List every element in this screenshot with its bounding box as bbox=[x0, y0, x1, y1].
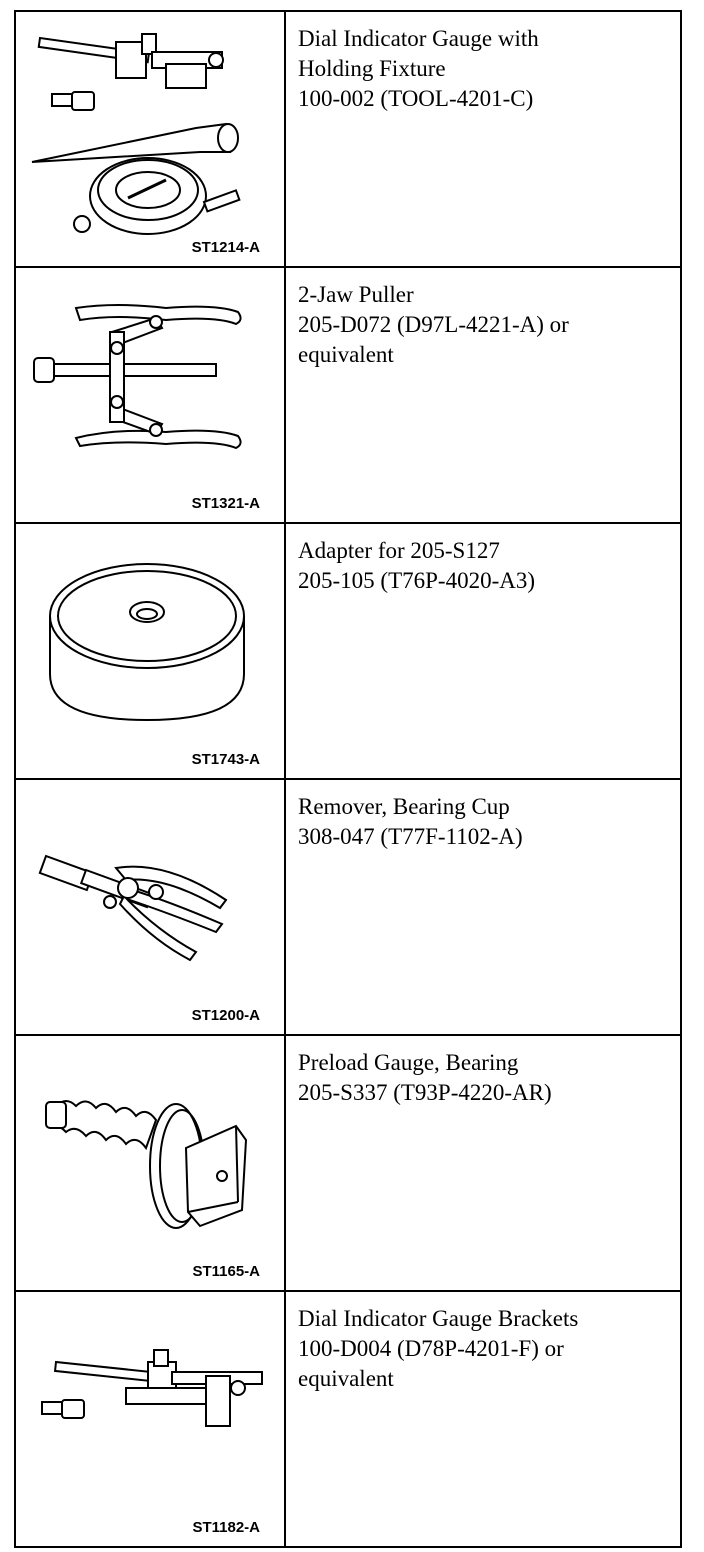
tool-name: Holding Fixture bbox=[298, 56, 446, 81]
tool-number: 205-D072 (D97L-4221-A) or bbox=[298, 312, 569, 337]
bearing-cup-remover-icon bbox=[16, 780, 284, 1032]
table-row bbox=[15, 267, 681, 523]
figure-label: ST1321-A bbox=[191, 495, 260, 512]
figure-label: ST1214-A bbox=[191, 239, 260, 256]
tool-description-cell bbox=[285, 779, 681, 1035]
tool-name: Dial Indicator Gauge Brackets bbox=[298, 1306, 579, 1331]
table-row bbox=[15, 11, 681, 267]
bearing-preload-gauge-icon bbox=[16, 1036, 284, 1288]
figure-label: ST1165-A bbox=[192, 1263, 260, 1280]
tool-name: 2-Jaw Puller bbox=[298, 282, 414, 307]
dial-indicator-brackets-icon bbox=[16, 1292, 284, 1544]
tool-number: 100-002 (TOOL-4201-C) bbox=[298, 86, 534, 111]
figure-label: ST1200-A bbox=[191, 1007, 260, 1024]
table-row bbox=[15, 1291, 681, 1547]
tool-illustration-cell bbox=[15, 11, 285, 267]
tool-note: equivalent bbox=[298, 1366, 394, 1391]
tool-illustration-cell bbox=[15, 779, 285, 1035]
tool-description-cell bbox=[285, 267, 681, 523]
dial-indicator-with-fixture-icon bbox=[16, 12, 284, 264]
tool-illustration-cell bbox=[15, 523, 285, 779]
tool-number: 308-047 (T77F-1102-A) bbox=[298, 824, 523, 849]
tool-description-cell bbox=[285, 11, 681, 267]
figure-label: ST1743-A bbox=[191, 751, 260, 768]
tool-number: 205-105 (T76P-4020-A3) bbox=[298, 568, 535, 593]
tool-description-cell bbox=[285, 1291, 681, 1547]
tool-illustration-cell bbox=[15, 267, 285, 523]
tool-description-cell bbox=[285, 1035, 681, 1291]
tool-description-cell bbox=[285, 523, 681, 779]
tool-name: Adapter for 205-S127 bbox=[298, 538, 500, 563]
tool-name: Remover, Bearing Cup bbox=[298, 794, 510, 819]
table-row bbox=[15, 779, 681, 1035]
tool-name: Preload Gauge, Bearing bbox=[298, 1050, 519, 1075]
figure-label: ST1182-A bbox=[192, 1519, 260, 1536]
adapter-disc-icon bbox=[16, 524, 284, 776]
table-row bbox=[15, 1035, 681, 1291]
special-tools-table bbox=[14, 10, 682, 1548]
two-jaw-puller-icon bbox=[16, 268, 284, 520]
tool-illustration-cell bbox=[15, 1035, 285, 1291]
tool-number: 205-S337 (T93P-4220-AR) bbox=[298, 1080, 552, 1105]
table-row bbox=[15, 523, 681, 779]
tool-number: 100-D004 (D78P-4201-F) or bbox=[298, 1336, 564, 1361]
tool-name: Dial Indicator Gauge with bbox=[298, 26, 539, 51]
tool-note: equivalent bbox=[298, 342, 394, 367]
tool-illustration-cell bbox=[15, 1291, 285, 1547]
